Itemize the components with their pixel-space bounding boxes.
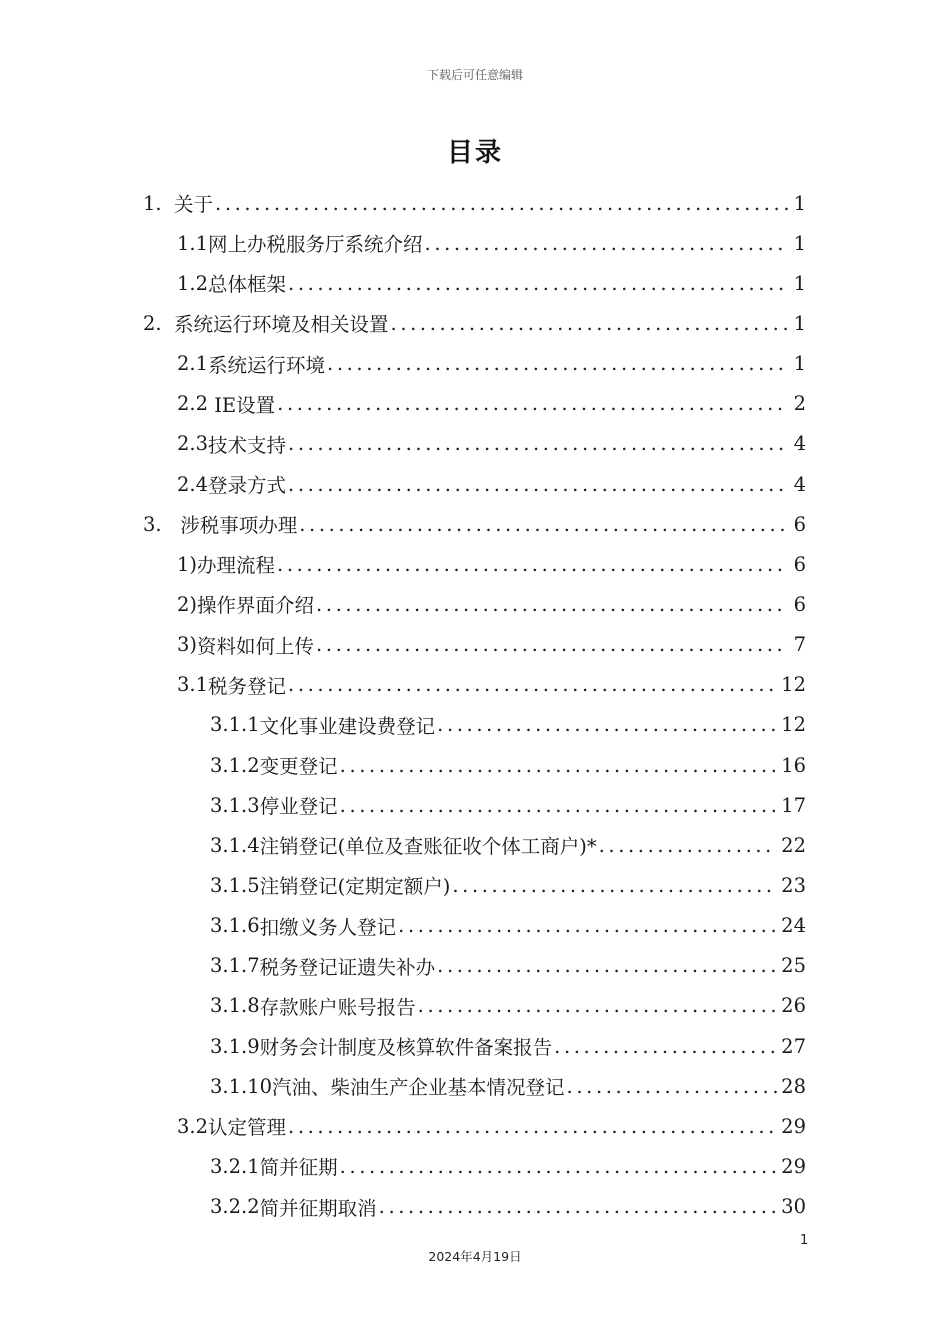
toc-entry-label: 变更登记: [259, 755, 338, 779]
toc-entry-page: 16: [781, 753, 806, 777]
toc-entry[interactable]: [0, 946, 950, 986]
toc-entry-number: 1.1: [177, 231, 209, 255]
toc-title: 目录: [446, 138, 503, 168]
toc-dot-leader: [327, 352, 788, 375]
toc-entry-number: 1): [177, 552, 198, 576]
toc-entry-label: 资料如何上传: [197, 634, 315, 658]
toc-entry[interactable]: [0, 986, 950, 1026]
toc-dot-leader: [437, 713, 777, 736]
toc-entry[interactable]: [0, 183, 950, 223]
toc-entry-number: 3.1.8: [210, 994, 260, 1018]
toc-entry[interactable]: [0, 584, 950, 624]
toc-entry-number: 2.4: [177, 472, 209, 496]
toc-entry-label: 税务登记证遗失补办: [259, 955, 436, 979]
toc-entry[interactable]: [0, 906, 950, 946]
toc-entry[interactable]: [0, 665, 950, 705]
toc-dot-leader: [437, 954, 777, 977]
toc-entry[interactable]: [0, 223, 950, 263]
toc-entry-label: 系统运行环境: [208, 353, 326, 377]
toc-entry-label: 扣缴义务人登记: [259, 915, 397, 939]
toc-entry[interactable]: [0, 504, 950, 544]
toc-dot-leader: [567, 1075, 778, 1098]
toc-entry-page: 26: [781, 994, 806, 1018]
table-of-contents: [0, 183, 950, 1227]
toc-dot-leader: [398, 914, 777, 937]
toc-entry-label: 注销登记(单位及查账征收个体工商户)*: [259, 835, 597, 859]
toc-entry[interactable]: [0, 865, 950, 905]
toc-entry-label: 总体框架: [208, 273, 287, 297]
toc-entry-page: 1: [793, 231, 806, 255]
toc-entry-label: 关于: [174, 193, 214, 217]
toc-dot-leader: [554, 1035, 777, 1058]
toc-entry-label: 技术支持: [208, 433, 287, 457]
toc-entry-number: 2.2: [177, 392, 215, 416]
toc-dot-leader: [277, 553, 788, 576]
toc-dot-leader: [288, 272, 788, 295]
footer-date: 2024年4月19日: [428, 1249, 522, 1264]
toc-entry-page: 7: [793, 633, 806, 657]
toc-entry[interactable]: [0, 785, 950, 825]
toc-entry[interactable]: [0, 705, 950, 745]
toc-entry-number: 3.1.9: [210, 1034, 260, 1058]
toc-entry-number: 3.1.10: [210, 1074, 273, 1098]
toc-entry[interactable]: [0, 544, 950, 584]
toc-entry[interactable]: [0, 825, 950, 865]
toc-entry-page: 28: [781, 1074, 806, 1098]
toc-entry-label: 登录方式: [208, 474, 287, 498]
toc-entry-page: 1: [793, 271, 806, 295]
toc-entry-page: 29: [781, 1154, 806, 1178]
toc-entry[interactable]: [0, 1187, 950, 1227]
toc-dot-leader: [288, 673, 777, 696]
toc-entry[interactable]: [0, 1146, 950, 1186]
toc-dot-leader: [379, 1195, 778, 1218]
toc-entry[interactable]: [0, 464, 950, 504]
toc-entry-label: 停业登记: [259, 795, 338, 819]
toc-entry-page: 29: [781, 1114, 806, 1138]
toc-entry-number: 3.1.3: [210, 793, 260, 817]
toc-dot-leader: [340, 754, 778, 777]
toc-entry-page: 4: [793, 472, 806, 496]
toc-entry-number: 3.1: [177, 673, 209, 697]
toc-entry-label: 注销登记(定期定额户): [259, 875, 451, 899]
toc-entry-page: 22: [781, 833, 806, 857]
toc-entry-label: 办理流程: [197, 554, 276, 578]
toc-dot-leader: [288, 432, 788, 455]
toc-entry-label: 存款账户账号报告: [259, 995, 416, 1019]
toc-dot-leader: [316, 593, 788, 616]
toc-entry-label: 网上办税服务厅系统介绍: [208, 233, 423, 257]
toc-entry[interactable]: [0, 1066, 950, 1106]
toc-dot-leader: [452, 874, 777, 897]
toc-entry-label: 财务会计制度及核算软件备案报告: [259, 1036, 553, 1060]
toc-entry[interactable]: [0, 1026, 950, 1066]
toc-entry-page: 12: [781, 713, 806, 737]
toc-entry-number: 2): [177, 592, 198, 616]
toc-entry-page: 6: [793, 592, 806, 616]
page-number: 1: [800, 1233, 809, 1248]
toc-entry-page: 6: [793, 512, 806, 536]
toc-entry-label: 文化事业建设费登记: [259, 714, 436, 738]
toc-entry-label: 简并征期取消: [259, 1196, 377, 1220]
toc-entry[interactable]: [0, 745, 950, 785]
toc-entry-number: 3.1.1: [210, 713, 260, 737]
toc-entry-label: 操作界面介绍: [197, 594, 315, 618]
toc-entry[interactable]: [0, 625, 950, 665]
toc-entry-page: 1: [793, 311, 806, 335]
toc-entry-page: 23: [781, 873, 806, 897]
toc-entry-page: 24: [781, 914, 806, 938]
toc-entry-number: 1.: [143, 191, 175, 215]
toc-entry-number: 3.2: [177, 1114, 209, 1138]
toc-entry-page: 30: [781, 1195, 806, 1219]
toc-entry-number: 3.1.6: [210, 914, 260, 938]
toc-dot-leader: [288, 473, 788, 496]
toc-dot-leader: [418, 994, 778, 1017]
toc-dot-leader: [391, 312, 788, 335]
toc-dot-leader: [340, 1155, 778, 1178]
toc-entry-page: 25: [781, 954, 806, 978]
toc-entry-label: 汽油、柴油生产企业基本情况登记: [272, 1076, 565, 1100]
toc-entry-number: 3.: [143, 512, 181, 536]
toc-entry-page: 6: [793, 552, 806, 576]
toc-entry-number: 3.2.2: [210, 1195, 260, 1219]
toc-dot-leader: [299, 513, 788, 536]
toc-entry-page: 12: [781, 673, 806, 697]
toc-entry-page: 27: [781, 1034, 806, 1058]
toc-entry-number: 2.: [143, 311, 175, 335]
toc-entry-number: 3.1.7: [210, 954, 260, 978]
toc-entry[interactable]: [0, 263, 950, 303]
toc-entry[interactable]: [0, 344, 950, 384]
toc-entry-number: 3.2.1: [210, 1154, 260, 1178]
toc-entry-page: 17: [781, 793, 806, 817]
toc-entry-label: 简并征期: [259, 1156, 338, 1180]
toc-dot-leader: [215, 192, 788, 215]
toc-entry-label: 系统运行环境及相关设置: [174, 313, 389, 337]
toc-dot-leader: [277, 392, 788, 415]
toc-entry-page: 1: [793, 352, 806, 376]
toc-entry-number: 1.2: [177, 271, 209, 295]
toc-entry-page: 2: [793, 392, 806, 416]
toc-entry-label: 认定管理: [208, 1116, 287, 1140]
toc-dot-leader: [425, 232, 788, 255]
toc-entry-label: IE设置: [214, 393, 276, 417]
toc-entry[interactable]: [0, 1106, 950, 1146]
toc-entry[interactable]: [0, 303, 950, 343]
toc-entry-number: 2.1: [177, 352, 209, 376]
toc-entry-page: 1: [793, 191, 806, 215]
toc-entry-page: 4: [793, 432, 806, 456]
toc-dot-leader: [316, 633, 788, 656]
toc-entry-number: 2.3: [177, 432, 209, 456]
toc-dot-leader: [599, 834, 778, 857]
toc-entry[interactable]: [0, 424, 950, 464]
toc-entry-label: 涉税事项办理: [180, 514, 298, 538]
toc-entry[interactable]: [0, 384, 950, 424]
toc-entry-number: 3.1.4: [210, 833, 260, 857]
toc-entry-number: 3.1.5: [210, 873, 260, 897]
download-note: 下载后可任意编辑: [426, 68, 523, 82]
toc-dot-leader: [340, 794, 778, 817]
toc-entry-label: 税务登记: [208, 674, 287, 698]
toc-entry-number: 3.1.2: [210, 753, 260, 777]
toc-entry-number: 3): [177, 633, 198, 657]
toc-dot-leader: [288, 1115, 777, 1138]
